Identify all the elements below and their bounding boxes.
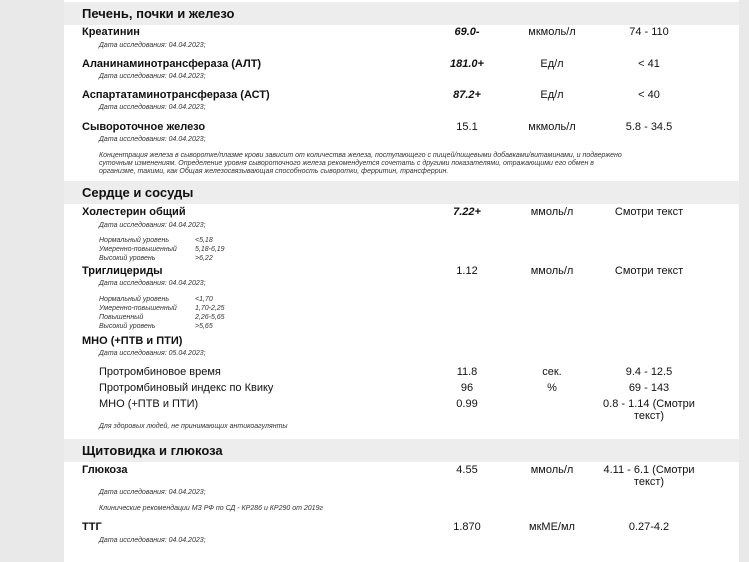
section-title: Печень, почки и железо [82, 6, 235, 21]
test-name-cholesterol: Холестерин общий [82, 206, 186, 218]
test-ref-ast: < 40 [638, 89, 660, 101]
inr-subtest-ref: 0.8 - 1.14 (Смотри текст) [603, 398, 695, 422]
inr-subtest-value: 96 [460, 382, 474, 394]
level-label: Нормальный уровень [99, 296, 170, 303]
test-name-glucose: Глюкоза [82, 464, 128, 476]
inr-subtest-ref: 69 - 143 [628, 382, 670, 394]
test-ref-cholesterol: Смотри текст [614, 206, 684, 218]
test-ref-triglycerides: Смотри текст [614, 265, 684, 277]
test-date-triglycerides: Дата исследования: 04.04.2023; [99, 280, 206, 287]
inr-subtest-name: Протромбиновый индекс по Квику [99, 382, 274, 394]
inr-subtest-value: 0.99 [456, 398, 478, 410]
level-range: 2,26-5,65 [195, 314, 225, 321]
inr-subtest-unit: % [547, 382, 557, 394]
test-date-glucose: Дата исследования: 04.04.2023; [99, 489, 206, 496]
test-ref-iron: 5.8 - 34.5 [625, 121, 673, 133]
glucose-note: Клинические рекомендации МЗ РФ по СД - КР286 и КР290 от 2019г [99, 505, 323, 512]
section-title: Щитовидка и глюкоза [82, 443, 223, 458]
section-header-liver [64, 2, 739, 25]
test-date-creatinine: Дата исследования: 04.04.2023; [99, 42, 206, 49]
test-unit-cholesterol: ммоль/л [530, 206, 574, 218]
test-date-ast: Дата исследования: 04.04.2023; [99, 104, 206, 111]
level-label: Высокий уровень [99, 323, 156, 330]
inr-subtest-name: Протромбиновое время [99, 366, 221, 378]
test-unit-creatinine: мкмоль/л [528, 26, 576, 38]
level-range: 1,70-2,25 [195, 305, 225, 312]
test-date-tsh: Дата исследования: 04.04.2023; [99, 537, 206, 544]
test-unit-ast: Ед/л [540, 89, 564, 101]
test-name-ast: Аспартатаминотрансфераза (АСТ) [82, 89, 270, 101]
section-title: Сердце и сосуды [82, 185, 194, 200]
test-value-glucose: 4.55 [456, 464, 478, 476]
level-range: <5,18 [195, 237, 213, 244]
test-value-alt: 181.0+ [450, 58, 484, 70]
test-date-inr: Дата исследования: 05.04.2023; [99, 350, 206, 357]
test-value-creatinine: 69.0- [454, 26, 480, 38]
test-unit-triglycerides: ммоль/л [530, 265, 574, 277]
level-range: >6,22 [195, 255, 213, 262]
level-label: Нормальный уровень [99, 237, 170, 244]
test-name-inr: МНО (+ПТВ и ПТИ) [82, 335, 183, 347]
test-name-alt: Аланинаминотрансфераза (АЛТ) [82, 58, 262, 70]
iron-note-line: Концентрация железа в сыворотке/плазме крови зависит от количества железа, поступающего с пищей/пищевыми добавками/витаминами, и подвержено [99, 152, 622, 159]
test-unit-glucose: ммоль/л [530, 464, 574, 476]
test-value-tsh: 1.870 [453, 521, 481, 533]
inr-subtest-value: 11.8 [456, 366, 478, 378]
level-label: Высокий уровень [99, 255, 156, 262]
test-value-cholesterol: 7.22+ [453, 206, 481, 218]
level-range: >5,65 [195, 323, 213, 330]
inr-note: Для здоровых людей, не принимающих антикоагулянты [99, 423, 288, 430]
test-unit-iron: мкмоль/л [528, 121, 576, 133]
test-ref-tsh: 0.27-4.2 [628, 521, 670, 533]
report-page [64, 0, 739, 562]
test-ref-glucose: 4.11 - 6.1 (Смотри текст) [603, 464, 695, 488]
level-label: Умеренно-повышенный [99, 305, 177, 312]
test-name-creatinine: Креатинин [82, 26, 140, 38]
test-date-cholesterol: Дата исследования: 04.04.2023; [99, 222, 206, 229]
inr-subtest-name: МНО (+ПТВ и ПТИ) [99, 398, 199, 410]
test-ref-alt: < 41 [638, 58, 660, 70]
test-value-triglycerides: 1.12 [456, 265, 478, 277]
test-ref-creatinine: 74 - 110 [629, 26, 669, 38]
test-unit-alt: Ед/л [540, 58, 564, 70]
test-value-iron: 15.1 [456, 121, 478, 133]
level-range: 5,18-6,19 [195, 246, 225, 253]
test-date-iron: Дата исследования: 04.04.2023; [99, 136, 206, 143]
test-unit-tsh: мкМЕ/мл [529, 521, 575, 533]
section-header-thyroid [64, 439, 739, 462]
inr-subtest-unit: сек. [542, 366, 562, 378]
test-name-iron: Сывороточное железо [82, 121, 206, 133]
test-date-alt: Дата исследования: 04.04.2023; [99, 73, 206, 80]
iron-note-line: суточным изменениям. Определение уровня сывороточного железа рекомендуется сочетать с другими показателями, отражающими его обмен в [99, 160, 594, 167]
level-label: Умеренно-повышенный [99, 246, 177, 253]
inr-subtest-ref: 9.4 - 12.5 [625, 366, 673, 378]
level-range: <1,70 [195, 296, 213, 303]
level-label: Повышенный [99, 314, 144, 321]
test-value-ast: 87.2+ [453, 89, 481, 101]
test-name-tsh: ТТГ [82, 521, 102, 533]
section-header-heart [64, 181, 739, 204]
iron-note-line: организме, такими, как Общая железосвязывающая способность сыворотки, ферритин, трансферрин. [99, 168, 449, 175]
test-name-triglycerides: Триглицериды [82, 265, 163, 277]
